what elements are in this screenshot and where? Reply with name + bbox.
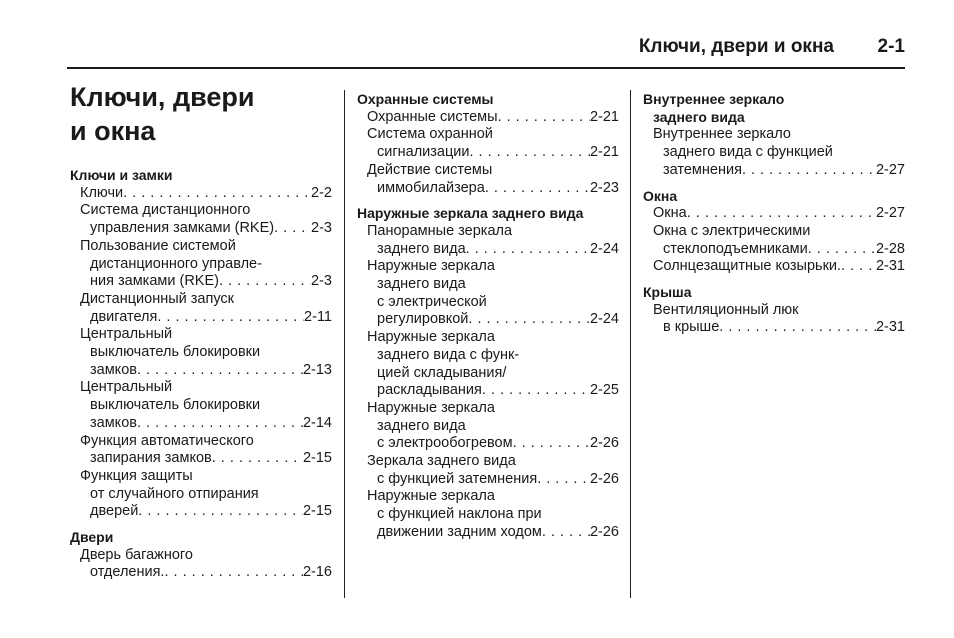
entry-page: 2-24 [589, 240, 619, 257]
entry-text: с функцией затемнения [377, 470, 538, 487]
toc-entry [357, 488, 619, 541]
entry-text: стеклоподъемниками [663, 240, 808, 257]
entry-last-line [367, 524, 619, 542]
entry-line: Дверь багажного [80, 546, 193, 563]
entry-text: раскладывания [377, 382, 482, 399]
entry-line: цией складывания/ [377, 364, 507, 381]
entry-last-line [80, 362, 332, 380]
toc-entry [70, 185, 332, 203]
entry-line: Внутреннее зеркало [653, 126, 791, 143]
entry-last-line [367, 180, 619, 198]
leader-dots [742, 162, 876, 180]
toc-section [357, 91, 619, 197]
entry-page: 2-14 [302, 414, 332, 431]
entry-text: Окна [653, 205, 687, 222]
leader-dots [537, 471, 590, 489]
toc-section [70, 529, 332, 582]
leader-dots [466, 241, 590, 259]
toc-entry [643, 258, 905, 276]
toc-entry [357, 223, 619, 258]
page-number: 2-1 [877, 36, 905, 57]
leader-dots [470, 144, 590, 162]
leader-dots [123, 185, 311, 203]
toc-section [643, 188, 905, 277]
toc-entry [70, 547, 332, 582]
leader-dots [212, 450, 303, 468]
entry-last-line [80, 503, 332, 521]
entry-line: с функцией наклона при [377, 506, 542, 523]
leader-dots [482, 382, 590, 400]
entry-last-line [80, 564, 332, 582]
entry-line: Панорамные зеркала [367, 222, 513, 239]
entry-last-line [80, 450, 332, 468]
entry-page: 2-16 [302, 564, 332, 581]
entry-line: Дистанционный запуск [80, 290, 234, 307]
entry-last-line [367, 471, 619, 489]
entry-last-line [653, 258, 905, 276]
running-header-title: Ключи, двери и окна [638, 36, 834, 57]
entry-line: заднего вида с функцией [663, 144, 833, 161]
entry-last-line [80, 309, 332, 327]
column-divider-2 [630, 90, 631, 598]
toc-entry [70, 202, 332, 237]
section-heading: Окна [643, 187, 678, 204]
entry-page: 2-26 [589, 523, 619, 540]
section-heading: Внутреннее зеркало [643, 91, 785, 107]
section-heading: Охранные системы [357, 91, 494, 107]
toc-entry [357, 453, 619, 488]
entry-text: сигнализации [377, 144, 470, 161]
section-heading: Двери [70, 529, 114, 546]
entry-last-line [80, 220, 332, 238]
entry-last-line [80, 185, 332, 203]
entry-text: управления замками (RKE) [90, 220, 275, 237]
entry-page: 2-15 [302, 450, 332, 467]
entry-page: 2-21 [589, 144, 619, 161]
entry-page: 2-25 [589, 382, 619, 399]
toc-section [643, 91, 905, 180]
entry-last-line [367, 109, 619, 127]
toc-column-1 [70, 0, 332, 590]
entry-line: Центральный [80, 326, 173, 343]
entry-line: Наружные зеркала [367, 399, 495, 416]
leader-dots [138, 503, 303, 521]
entry-text: затемнения [663, 161, 742, 178]
entry-last-line [367, 311, 619, 329]
entry-last-line [367, 435, 619, 453]
leader-dots [513, 435, 590, 453]
toc-column-3 [643, 91, 905, 345]
entry-page: 2-28 [875, 240, 905, 257]
entry-text: заднего вида [377, 240, 466, 257]
entry-page: 2-11 [304, 308, 332, 325]
leader-dots [485, 180, 590, 198]
toc-column-2 [357, 91, 619, 550]
entry-line: Наружные зеркала [367, 488, 495, 505]
section-heading: Крыша [643, 284, 692, 301]
leader-dots [841, 258, 876, 276]
entry-text: движении задним ходом [377, 523, 542, 540]
entry-page: 2-3 [311, 220, 332, 237]
entry-line: заднего вида [377, 417, 466, 434]
toc-entry [643, 223, 905, 258]
toc-entry [70, 291, 332, 326]
entry-line: заднего вида с функ- [377, 346, 520, 363]
entry-page: 2-2 [311, 184, 332, 201]
entry-last-line [653, 319, 905, 337]
leader-dots [274, 220, 311, 238]
leader-dots [687, 205, 876, 223]
entry-page: 2-15 [302, 503, 332, 520]
entry-text: замков [90, 414, 137, 431]
entry-line: от случайного отпирания [90, 485, 259, 502]
leader-dots [808, 241, 876, 259]
leader-dots [137, 362, 303, 380]
toc-entry [357, 258, 619, 329]
entry-line: Наружные зеркала [367, 258, 495, 275]
entry-page: 2-27 [875, 205, 905, 222]
entry-text: Ключи [80, 184, 124, 201]
entry-line: Пользование системой [80, 237, 236, 254]
toc-entry [70, 326, 332, 379]
entry-line: Система дистанционного [80, 202, 251, 219]
toc-entry [70, 433, 332, 468]
entry-last-line [367, 382, 619, 400]
entry-last-line [653, 162, 905, 180]
entry-line: выключатель блокировки [90, 344, 261, 361]
entry-text: дверей [90, 503, 139, 520]
entry-text: иммобилайзера [377, 179, 485, 196]
leader-dots [719, 319, 876, 337]
entry-last-line [367, 241, 619, 259]
toc-entry [70, 238, 332, 291]
entry-page: 2-3 [311, 273, 332, 290]
entry-page: 2-21 [589, 108, 619, 125]
entry-text: в крыше [663, 319, 720, 336]
entry-page: 2-26 [589, 470, 619, 487]
entry-line: Окна с электрическими [653, 222, 811, 239]
entry-text: запирания замков [90, 450, 212, 467]
toc-entry [643, 302, 905, 337]
entry-page: 2-13 [302, 361, 332, 378]
leader-dots [542, 524, 590, 542]
entry-page: 2-24 [589, 311, 619, 328]
entry-page: 2-27 [875, 161, 905, 178]
chapter-title [70, 80, 332, 148]
toc-entry [357, 329, 619, 400]
entry-last-line [80, 273, 332, 291]
entry-line: Наружные зеркала [367, 329, 495, 346]
entry-line: Функция автоматического [80, 432, 254, 449]
entry-text: с электрообогревом [377, 435, 513, 452]
leader-dots [157, 309, 304, 327]
entry-line: Вентиляционный люк [653, 301, 799, 318]
entry-page: 2-31 [875, 258, 905, 275]
entry-text: ния замками (RKE) [90, 273, 219, 290]
section-heading: Наружные зеркала заднего вида [357, 205, 584, 222]
toc-section [357, 205, 619, 541]
entry-line: Функция защиты [80, 467, 193, 484]
leader-dots [137, 415, 303, 433]
entry-line: Действие системы [367, 161, 493, 178]
leader-dots [468, 311, 590, 329]
toc-section [643, 284, 905, 337]
section-heading: Ключи и замки [70, 167, 173, 183]
entry-last-line [653, 205, 905, 223]
toc-entry [70, 468, 332, 521]
section-heading: заднего вида [653, 108, 745, 125]
entry-line: выключатель блокировки [90, 397, 261, 414]
entry-last-line [367, 144, 619, 162]
entry-last-line [653, 241, 905, 259]
entry-line: Зеркала заднего вида [367, 453, 516, 470]
toc-entry [357, 126, 619, 161]
toc-entry [70, 379, 332, 432]
entry-line: дистанционного управле- [90, 255, 262, 272]
toc-entry [357, 400, 619, 453]
entry-line: Система охранной [367, 126, 493, 143]
column-divider-1 [344, 90, 345, 598]
entry-text: двигателя [90, 308, 158, 325]
toc-entry [643, 205, 905, 223]
entry-text: Солнцезащитные козырьки. [653, 258, 842, 275]
toc-section [70, 167, 332, 521]
chapter-title-line: Ключи, двери [70, 82, 255, 112]
toc-entry [643, 126, 905, 179]
leader-dots [498, 109, 590, 127]
toc-entry [357, 162, 619, 197]
entry-line: Центральный [80, 379, 173, 396]
entry-page: 2-26 [589, 435, 619, 452]
entry-line: с электрической [377, 293, 487, 310]
entry-text: регулировкой [377, 311, 469, 328]
entry-page: 2-23 [589, 179, 619, 196]
leader-dots [164, 564, 303, 582]
entry-page: 2-31 [875, 319, 905, 336]
entry-text: Охранные системы [367, 108, 498, 125]
entry-text: отделения. [90, 564, 165, 581]
entry-last-line [80, 415, 332, 433]
chapter-title-line: и окна [70, 116, 156, 146]
leader-dots [219, 273, 311, 291]
entry-text: замков [90, 361, 137, 378]
entry-line: заднего вида [377, 276, 466, 293]
toc-entry [357, 109, 619, 127]
